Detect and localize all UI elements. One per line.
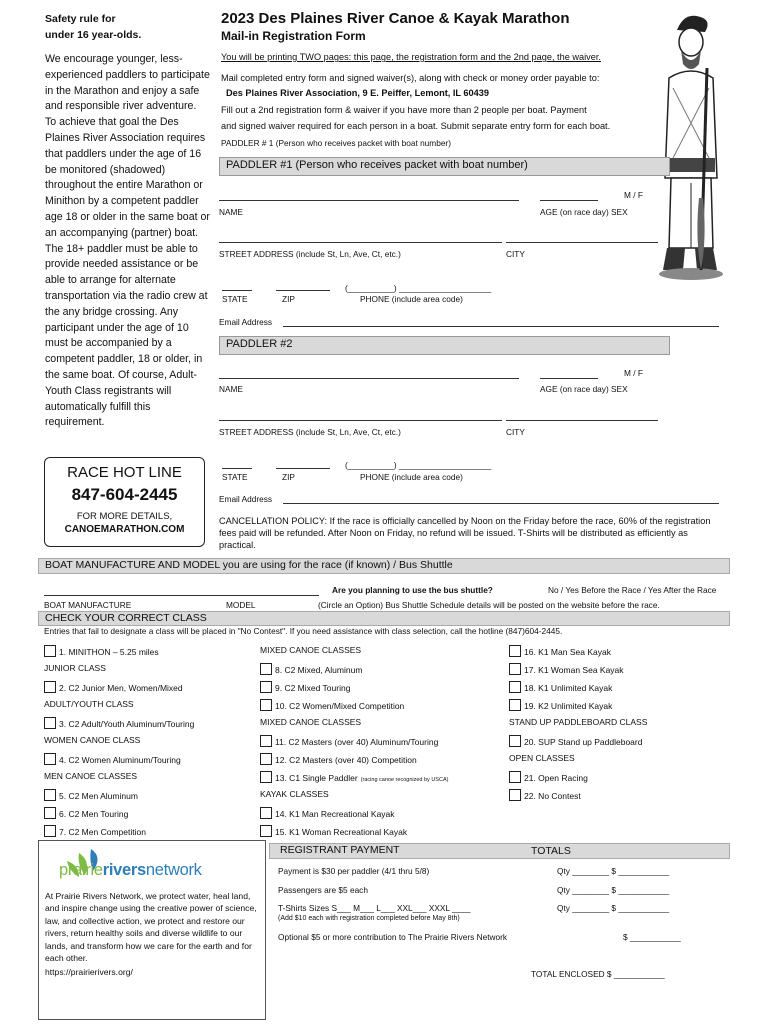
class-option[interactable]	[509, 789, 581, 801]
prn-url[interactable]: https://prairierivers.org/	[45, 967, 133, 977]
class-group-header: MIXED CANOE CLASSES	[260, 717, 362, 727]
class-checkbox[interactable]	[509, 681, 521, 693]
class-checkbox[interactable]	[509, 663, 521, 675]
class-option-label: 10. C2 Women/Mixed Competition	[275, 701, 405, 711]
p2-city-label: CITY	[506, 427, 525, 437]
paddler1-bar	[219, 157, 670, 176]
class-option-label: 21. Open Racing	[524, 773, 588, 783]
shuttle-options[interactable]: No / Yes Before the Race / Yes After the Race	[548, 585, 717, 595]
class-checkbox[interactable]	[44, 753, 56, 765]
safety-title	[45, 11, 141, 43]
mail-note: Mail completed entry form and signed waiver(s), along with check or money order payable to:	[221, 73, 600, 83]
payment-line4: Optional $5 or more contribution to The Prairie Rivers Network	[278, 932, 508, 942]
hotline-number[interactable]: 847-604-2445	[71, 485, 178, 504]
class-option-label: 2. C2 Junior Men, Women/Mixed	[59, 683, 183, 693]
hotline-box	[44, 457, 205, 547]
class-group-header: MEN CANOE CLASSES	[44, 771, 138, 781]
class-checkbox[interactable]	[260, 753, 272, 765]
p1-name-line[interactable]	[219, 200, 519, 201]
voyageur-illustration	[655, 8, 725, 285]
p1-state-line[interactable]	[222, 290, 252, 291]
class-option[interactable]	[260, 753, 417, 765]
class-option[interactable]	[260, 735, 438, 747]
class-option[interactable]	[260, 807, 395, 819]
p1-street-label: STREET ADDRESS (include St, Ln, Ave, Ct, etc.)	[219, 249, 401, 259]
class-group-header: KAYAK CLASSES	[260, 789, 329, 799]
p2-street-line[interactable]	[219, 420, 502, 421]
details-site[interactable]: CANOEMARATHON.COM	[64, 524, 185, 535]
class-option-label: 15. K1 Woman Recreational Kayak	[275, 827, 408, 837]
class-checkbox[interactable]	[44, 681, 56, 693]
class-bar	[38, 611, 730, 626]
class-option[interactable]	[509, 663, 624, 675]
shuttle-note: (Circle an Option) Bus Shuttle Schedule details will be posted on the website before the race.	[318, 600, 660, 610]
boat-bar	[38, 558, 730, 574]
class-option[interactable]	[44, 807, 128, 819]
prn-logo-a: prairie	[59, 861, 103, 879]
class-option-label: 19. K2 Unlimited Kayak	[524, 701, 613, 711]
p1-city-label: CITY	[506, 249, 525, 259]
mail-address: Des Plaines River Association, 9 E. Peiffer, Lemont, IL 60439	[226, 88, 489, 98]
totals-label: TOTALS	[531, 845, 571, 857]
payment-bar	[269, 843, 730, 859]
p1-age-line[interactable]	[540, 200, 598, 201]
qty-line3[interactable]: Qty ________ $ ___________	[557, 903, 670, 913]
class-checkbox[interactable]	[260, 807, 272, 819]
qty-line1[interactable]: Qty ________ $ ___________	[557, 866, 670, 876]
p2-state-line[interactable]	[222, 468, 252, 469]
shuttle-question: Are you planning to use the bus shuttle?	[332, 585, 493, 595]
class-option-label: 13. C1 Single Paddler	[275, 773, 358, 783]
p2-state-label: STATE	[222, 472, 248, 482]
class-option[interactable]	[509, 645, 611, 657]
class-option[interactable]	[44, 825, 146, 837]
qty-line2[interactable]: Qty ________ $ ___________	[557, 885, 670, 895]
boat-bar-label: BOAT MANUFACTURE AND MODEL you are using for the race (if known) / Bus Shuttle	[45, 559, 453, 571]
p2-name-line[interactable]	[219, 378, 519, 379]
p1-phone-label: PHONE (include area code)	[360, 294, 463, 304]
page-title: 2023 Des Plaines River Canoe & Kayak Marathon	[221, 10, 570, 27]
class-checkbox[interactable]	[44, 807, 56, 819]
payment-line1: Payment is $30 per paddler (4/1 thru 5/8)	[278, 866, 430, 876]
class-option[interactable]	[260, 681, 350, 693]
class-option[interactable]	[260, 699, 404, 711]
class-checkbox[interactable]	[260, 663, 272, 675]
class-option-label: 11. C2 Masters (over 40) Aluminum/Touring	[275, 737, 439, 747]
safety-title-line2: under 16 year-olds.	[45, 29, 142, 41]
class-option-label: 7. C2 Men Competition	[59, 827, 146, 837]
class-option[interactable]	[44, 789, 138, 801]
class-option[interactable]	[509, 699, 612, 711]
class-group-header: STAND UP PADDLEBOARD CLASS	[509, 717, 648, 727]
class-checkbox[interactable]	[260, 771, 272, 783]
class-group-header: WOMEN CANOE CLASS	[44, 735, 141, 745]
prn-logo-b: rivers	[102, 861, 146, 879]
p1-zip-label: ZIP	[282, 294, 295, 304]
class-checkbox[interactable]	[44, 717, 56, 729]
p1-email-line[interactable]	[283, 326, 719, 327]
paddler2-bar	[219, 336, 670, 355]
class-option-label: 14. K1 Man Recreational Kayak	[275, 809, 395, 819]
payment-line2: Passengers are $5 each	[278, 885, 368, 895]
p1-email-label: Email Address	[219, 317, 273, 327]
p2-zip-label: ZIP	[282, 472, 295, 482]
paddler-note: PADDLER # 1 (Person who receives packet with boat number)	[221, 138, 451, 148]
class-group-header: MIXED CANOE CLASSES	[260, 645, 362, 655]
page-subtitle: Mail-in Registration Form	[221, 29, 366, 43]
print-note: You will be printing TWO pages: this page, the registration form and the 2nd page, the waiver.	[221, 52, 601, 62]
class-option-label: 20. SUP Stand up Paddleboard	[524, 737, 643, 747]
payment-bar-label: REGISTRANT PAYMENT	[280, 844, 400, 856]
p2-zip-line[interactable]	[276, 468, 330, 469]
payment-line3-note: (Add $10 each with registration completed before May 8th)	[278, 915, 460, 922]
class-option-note: (racing canoe recognized by USCA)	[360, 777, 449, 783]
class-checkbox[interactable]	[260, 699, 272, 711]
class-note: Entries that fail to designate a class will be placed in "No Contest". If you need assistance with class selection, call the hotline (847)604-2445.	[44, 626, 563, 636]
class-checkbox[interactable]	[509, 735, 521, 747]
p1-mf[interactable]: M / F	[624, 190, 643, 200]
boat-model-line[interactable]	[44, 595, 319, 596]
class-option[interactable]	[44, 645, 159, 657]
contribution-amount[interactable]: $ ___________	[623, 932, 681, 942]
class-checkbox[interactable]	[44, 825, 56, 837]
class-option-label: 17. K1 Woman Sea Kayak	[524, 665, 624, 675]
class-option-label: 6. C2 Men Touring	[59, 809, 129, 819]
class-checkbox[interactable]	[260, 681, 272, 693]
class-option[interactable]	[260, 771, 448, 783]
p1-street-line[interactable]	[219, 242, 502, 243]
p1-city-line[interactable]	[506, 242, 658, 243]
class-option-label: 4. C2 Women Aluminum/Touring	[59, 755, 181, 765]
paddler1-bar-label: PADDLER #1 (Person who receives packet with boat number)	[226, 159, 528, 171]
p2-mf[interactable]: M / F	[624, 368, 643, 378]
p2-email-line[interactable]	[283, 503, 719, 504]
hotline-title: RACE HOT LINE	[67, 464, 182, 481]
p2-age-label: AGE (on race day) SEX	[540, 384, 628, 394]
class-bar-label: CHECK YOUR CORRECT CLASS	[45, 612, 207, 624]
p1-zip-line[interactable]	[276, 290, 330, 291]
class-option-label: 12. C2 Masters (over 40) Competition	[275, 755, 417, 765]
fill-note-2: and signed waiver required for each person in a boat. Submit separate entry form for each boat.	[221, 121, 611, 131]
class-option-label: 3. C2 Adult/Youth Aluminum/Touring	[59, 719, 195, 729]
p1-state-label: STATE	[222, 294, 248, 304]
class-checkbox[interactable]	[509, 645, 521, 657]
class-option[interactable]	[509, 735, 642, 747]
class-checkbox[interactable]	[509, 789, 521, 801]
p1-age-label: AGE (on race day) SEX	[540, 207, 628, 217]
class-option-label: 9. C2 Mixed Touring	[275, 683, 351, 693]
class-option[interactable]	[44, 717, 194, 729]
p2-email-label: Email Address	[219, 494, 273, 504]
prn-description: At Prairie Rivers Network, we protect water, heal land, and inspire change using the creative power of science, law, and collective action, we protect and restore our rivers, return healthy soils and diverse wildlife to our lands, and transform how we care for the earth and for each other.	[45, 891, 257, 964]
safety-rule-text: We encourage younger, less-experienced paddlers to participate in the Marathon and enjoy a safe and responsible river adventure. To achieve that goal the Des Plaines River Association requires that paddlers under the age of 16 be monitored (shadowed) throughout the entire Marathon or Minithon by a competent paddler age 18 or older in the same boat or an accompanying (partner) boat. The 18+ paddler must be able to provide needed assistance or be able to arrange for alternate transportation via the radio crew at the any bridge crossing. Any participant under the age of 10 must be accompanied by a competent paddler, 18 or older, in the same boat. Of course, Adult-Youth Class registrants will automatically fulfill this requirement.	[45, 53, 210, 429]
class-group-header: OPEN CLASSES	[509, 753, 575, 763]
class-option[interactable]	[44, 753, 181, 765]
cancellation-policy: CANCELLATION POLICY: If the race is officially cancelled by Noon on the Friday before the race, 60% of the registration fees paid will be refunded. After Noon on Friday, no refund will be issued. T-Shirts will be distributed as efficiently as practical.	[219, 516, 711, 550]
class-option[interactable]	[260, 663, 362, 675]
class-option-label: 5. C2 Men Aluminum	[59, 791, 138, 801]
class-option-label: 8. C2 Mixed, Aluminum	[275, 665, 363, 675]
class-option-label: 18. K1 Unlimited Kayak	[524, 683, 613, 693]
p2-phone-line[interactable]: (__________) ____________________	[345, 460, 492, 470]
class-option-label: 1. MINITHON – 5.25 miles	[59, 647, 159, 657]
prn-box	[38, 840, 266, 1020]
boat-manufacture-label: BOAT MANUFACTURE	[44, 600, 132, 610]
p2-street-label: STREET ADDRESS (include St, Ln, Ave, Ct, etc.)	[219, 427, 401, 437]
class-checkbox[interactable]	[260, 735, 272, 747]
p2-city-line[interactable]	[506, 420, 658, 421]
class-checkbox[interactable]	[44, 645, 56, 657]
fill-note-1: Fill out a 2nd registration form & waiver if you have more than 2 people per boat. Payment	[221, 105, 587, 115]
p2-age-line[interactable]	[540, 378, 598, 379]
class-group-header: JUNIOR CLASS	[44, 663, 106, 673]
class-checkbox[interactable]	[509, 771, 521, 783]
details-label: FOR MORE DETAILS,	[76, 511, 173, 522]
class-option[interactable]	[260, 825, 407, 837]
class-option-label: 16. K1 Man Sea Kayak	[524, 647, 611, 657]
class-group-header: ADULT/YOUTH CLASS	[44, 699, 134, 709]
class-option[interactable]	[44, 681, 183, 693]
payment-line3[interactable]: T-Shirts Sizes S___ M___ L___ XXL___ XXXL ____	[278, 903, 471, 913]
class-checkbox[interactable]	[44, 789, 56, 801]
class-option[interactable]	[509, 681, 612, 693]
total-enclosed[interactable]: TOTAL ENCLOSED $ ___________	[531, 969, 665, 979]
p2-name-label: NAME	[219, 384, 243, 394]
class-option-label: 22. No Contest	[524, 791, 581, 801]
p2-phone-label: PHONE (include area code)	[360, 472, 463, 482]
p1-name-label: NAME	[219, 207, 243, 217]
class-option[interactable]	[509, 771, 588, 783]
class-checkbox[interactable]	[509, 699, 521, 711]
safety-title-line1: Safety rule for	[45, 13, 116, 25]
boat-model-label: MODEL	[226, 600, 256, 610]
p1-phone-line[interactable]: (__________) ____________________	[345, 283, 492, 293]
prn-logo-c: network	[145, 861, 202, 879]
paddler2-bar-label: PADDLER #2	[226, 338, 293, 350]
prn-logo-text	[59, 861, 202, 880]
class-checkbox[interactable]	[260, 825, 272, 837]
